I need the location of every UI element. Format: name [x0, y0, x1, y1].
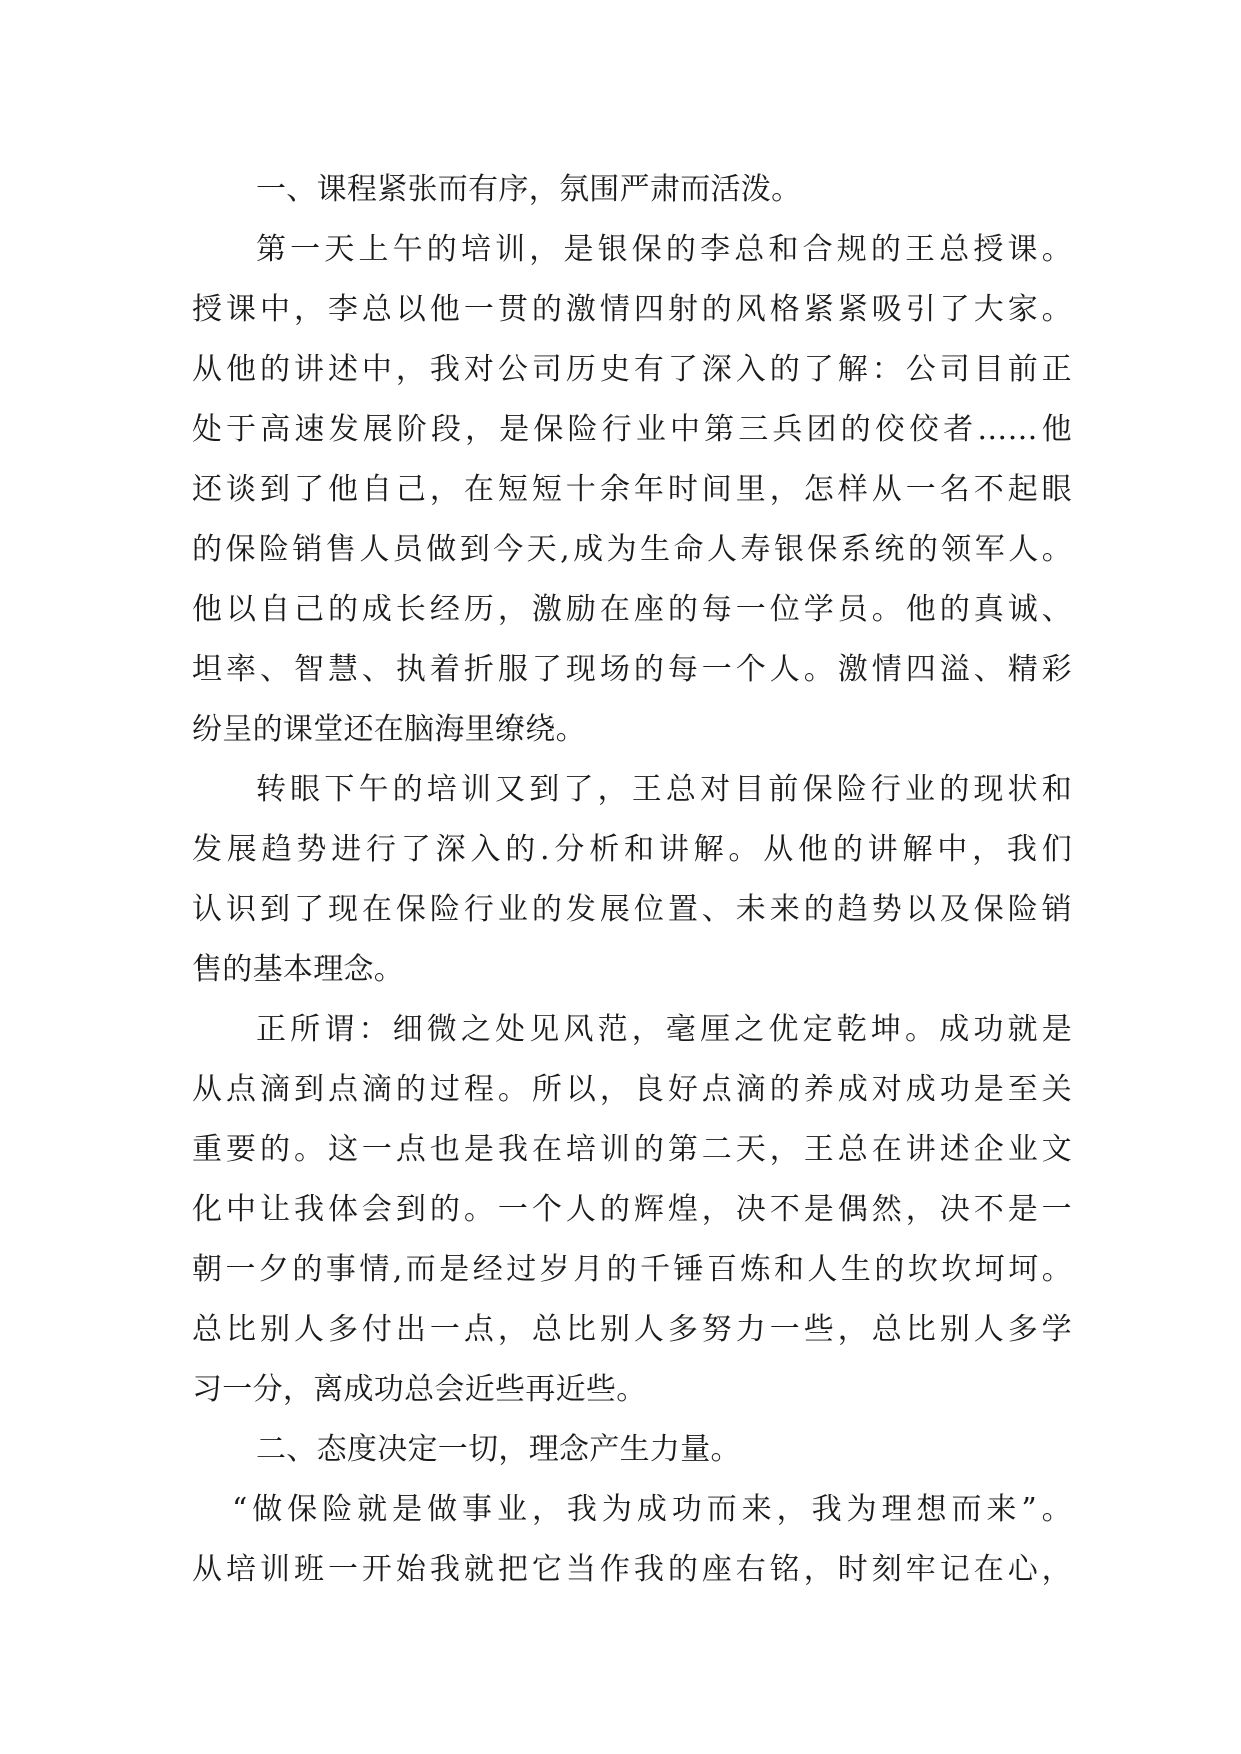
- paragraph-line: 第一天上午的培训，是银保的李总和合规的王总授课。: [256, 232, 1072, 267]
- paragraph-line: 处于高速发展阶段，是保险行业中第三兵团的佼佼者……他: [192, 412, 1072, 447]
- paragraph-line: 售的基本理念。: [192, 952, 405, 987]
- paragraph-line: 认识到了现在保险行业的发展位置、未来的趋势以及保险销: [192, 892, 1072, 927]
- paragraph-line: 正所谓：细微之处见风范，毫厘之优定乾坤。成功就是: [256, 1012, 1072, 1047]
- section-heading-1: 一、课程紧张而有序，氛围严肃而活泼。: [256, 172, 802, 207]
- paragraph-line: 的保险销售人员做到今天,成为生命人寿银保系统的领军人。: [192, 532, 1072, 567]
- paragraph-line: 转眼下午的培训又到了，王总对目前保险行业的现状和: [256, 772, 1072, 807]
- paragraph-line: 发展趋势进行了深入的.分析和讲解。从他的讲解中，我们: [192, 832, 1072, 867]
- paragraph-line: 还谈到了他自己，在短短十余年时间里，怎样从一名不起眼: [192, 472, 1072, 507]
- paragraph-line: 从点滴到点滴的过程。所以，良好点滴的养成对成功是至关: [192, 1072, 1072, 1107]
- paragraph-line: 从他的讲述中，我对公司历史有了深入的了解：公司目前正: [192, 352, 1072, 387]
- paragraph-line: 纷呈的课堂还在脑海里缭绕。: [192, 712, 586, 747]
- paragraph-line: 朝一夕的事情,而是经过岁月的千锤百炼和人生的坎坎坷坷。: [192, 1252, 1072, 1287]
- paragraph-line: 总比别人多付出一点，总比别人多努力一些，总比别人多学: [192, 1312, 1072, 1347]
- section-heading-2: 二、态度决定一切，理念产生力量。: [256, 1432, 741, 1467]
- paragraph-line: 化中让我体会到的。一个人的辉煌，决不是偶然，决不是一: [192, 1192, 1072, 1227]
- paragraph-line: 授课中，李总以他一贯的激情四射的风格紧紧吸引了大家。: [192, 292, 1072, 327]
- document-body: [192, 160, 1072, 1600]
- paragraph-line: 重要的。这一点也是我在培训的第二天，王总在讲述企业文: [192, 1132, 1072, 1167]
- paragraph-line: 坦率、智慧、执着折服了现场的每一个人。激情四溢、精彩: [192, 652, 1072, 687]
- paragraph-line: 从培训班一开始我就把它当作我的座右铭，时刻牢记在心，: [192, 1552, 1072, 1587]
- paragraph-line: 他以自己的成长经历，激励在座的每一位学员。他的真诚、: [192, 592, 1072, 627]
- paragraph-line: 习一分，离成功总会近些再近些。: [192, 1372, 647, 1407]
- paragraph-line: “做保险就是做事业，我为成功而来，我为理想而来”。: [232, 1492, 1072, 1527]
